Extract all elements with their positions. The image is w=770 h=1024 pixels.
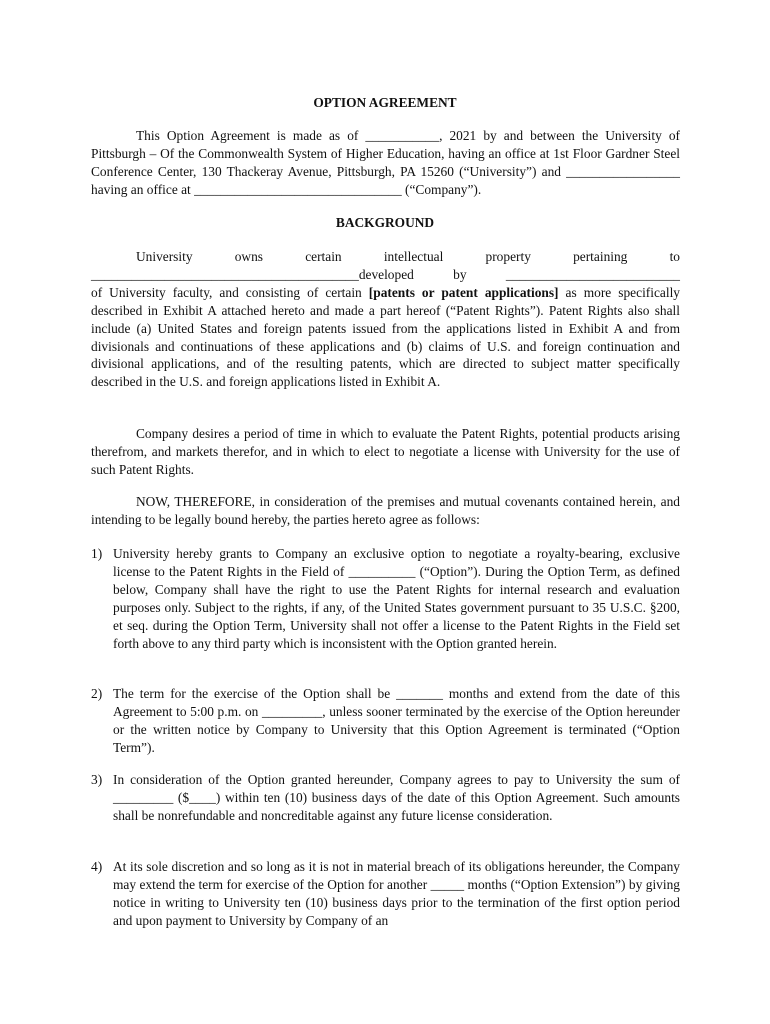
list-item-text: At its sole discretion and so long as it is not in material breach of its obligations hereunder, the Company may extend the term for exercise of the Option for another _____ months (“Option Extension”) by giving notice in writing to University ten (10) business days prior to the termination of the first option period and upon payment to University by Company of an: [113, 859, 680, 928]
background-paragraph: [91, 248, 680, 391]
background-text-end: as more specifically described in Exhibit A attached hereto and made a part hereof (“Patent Rights”). Patent Rights also shall include (a) United States and foreign patents issued from the applications listed in Exhibit A and from divisionals and continuations of these applications and (b) claims of U.S. and foreign continuation and divisional applications, and of the resulting patents, which are directed to subject matter specifically described in the U.S. and foreign applications listed in Exhibit A.: [91, 284, 680, 390]
list-item-number: 1): [91, 546, 103, 561]
list-item-text: In consideration of the Option granted hereunder, Company agrees to pay to University the sum of _________ ($____) within ten (10) business days of the date of this Option Agreement. Such amounts shall be nonrefundable and noncreditable against any future license consideration.: [113, 772, 680, 823]
background-body: [91, 284, 680, 391]
list-item: [91, 858, 680, 930]
background-line-2: ________________________________________developed by __________________________: [91, 266, 680, 282]
list-item: [91, 545, 680, 652]
list-item: [91, 685, 680, 757]
list-item: [91, 771, 680, 825]
therefore-paragraph: NOW, THEREFORE, in consideration of the premises and mutual covenants contained herein, and intending to be legally bound hereby, the parties hereto agree as follows:: [91, 494, 680, 527]
list-item-text: The term for the exercise of the Option shall be _______ months and extend from the date of this Agreement to 5:00 p.m. on _________, unless sooner terminated by the exercise of the Option hereunder or the written notice by Company to University that this Option Agreement is terminated (“Option Term”).: [113, 686, 680, 755]
list-item-text: University hereby grants to Company an exclusive option to negotiate a royalty-bearing, exclusive license to the Patent Rights in the Field of __________ (“Option”). During the Option Term, as defined below, Company shall have the right to use the Patent Rights for internal research and evaluation purposes only. Subject to the rights, if any, of the United States government pursuant to 35 U.S.C. §200, et seq. during the Option Term, University shall not offer a license to the Patent Rights in the Field set forth above to any third party which is inconsistent with the Option granted herein.: [113, 546, 680, 651]
document-title: OPTION AGREEMENT: [313, 95, 457, 110]
background-bold-text: [patents or patent applications]: [368, 284, 559, 300]
list-item-number: 4): [91, 859, 103, 874]
list-item-number: 3): [91, 772, 103, 787]
background-line-1: University owns certain intellectual property pertaining to: [136, 249, 680, 264]
background-text-start: of University faculty, and consisting of certain: [91, 284, 369, 300]
company-paragraph: Company desires a period of time in which to evaluate the Patent Rights, potential products arising therefrom, and markets therefor, and in which to elect to negotiate a license with University for the use of such Patent Rights.: [91, 426, 680, 477]
background-heading: BACKGROUND: [335, 215, 435, 230]
list-item-number: 2): [91, 686, 103, 701]
intro-paragraph: This Option Agreement is made as of ___________, 2021 by and between the University of Pittsburgh – Of the Commonwealth System of Higher Education, having an office at 1st Floor Gardner Steel Conference Center, 130 Thackeray Avenue, Pittsburgh, PA 15260 (“University”) and _________________ having an office at _______________________________ (“Company”).: [91, 128, 680, 197]
